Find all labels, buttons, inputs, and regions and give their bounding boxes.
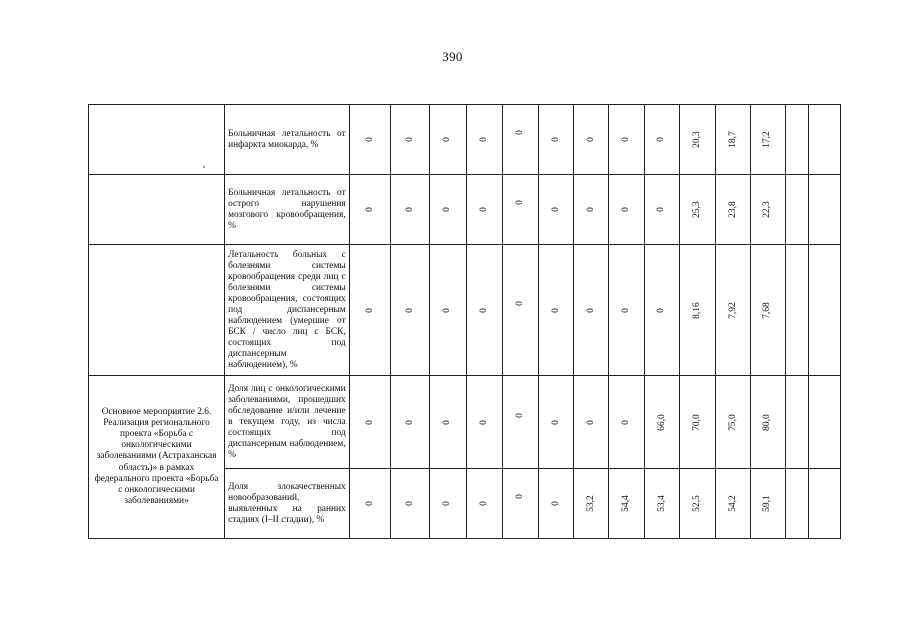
value-cell bbox=[391, 245, 429, 376]
value-cell bbox=[538, 105, 573, 175]
value-cell bbox=[609, 469, 644, 539]
value-cell bbox=[785, 175, 808, 245]
indicator-text: Доля лиц с онкологическими заболеваниями, прошедших обследование и/или лечение в текущем году, из числа состоящих под диспансерным наблюдением, % bbox=[228, 383, 346, 460]
value-cell bbox=[750, 105, 785, 175]
value-cell bbox=[808, 175, 840, 245]
value-cell bbox=[467, 245, 503, 376]
value-cell bbox=[538, 376, 573, 469]
value-text: 0 bbox=[656, 207, 667, 212]
value-text: 0 bbox=[550, 419, 561, 425]
activity-cell bbox=[89, 105, 225, 175]
value-cell bbox=[679, 245, 715, 376]
value-text: 8,16 bbox=[692, 301, 703, 319]
value-text: 0 bbox=[621, 419, 631, 425]
value-cell bbox=[750, 245, 785, 376]
value-text: 0 bbox=[479, 137, 490, 142]
indicators-table bbox=[88, 104, 841, 539]
value-cell bbox=[785, 469, 808, 539]
value-cell bbox=[503, 376, 538, 469]
value-text: 0 bbox=[550, 137, 561, 142]
value-cell bbox=[429, 105, 466, 175]
value-cell bbox=[467, 175, 503, 245]
value-cell bbox=[679, 175, 715, 245]
indicator-text: Больничная летальность от инфаркта миокарда, % bbox=[228, 128, 346, 150]
value-cell bbox=[644, 175, 679, 245]
value-cell bbox=[391, 376, 429, 469]
activity-cell bbox=[89, 175, 225, 245]
value-cell bbox=[349, 376, 391, 469]
value-text: 18,7 bbox=[727, 131, 738, 148]
value-cell bbox=[808, 105, 840, 175]
value-text: 0 bbox=[442, 137, 453, 142]
value-text: 0 bbox=[621, 307, 631, 313]
value-cell bbox=[716, 376, 750, 469]
value-text: 0 bbox=[550, 501, 561, 506]
value-cell bbox=[609, 376, 644, 469]
value-cell bbox=[349, 469, 391, 539]
value-text: 75,0 bbox=[727, 413, 738, 431]
value-cell bbox=[808, 469, 840, 539]
value-cell bbox=[538, 245, 573, 376]
value-cell bbox=[609, 105, 644, 175]
indicator-cell bbox=[225, 175, 350, 245]
indicator-cell bbox=[225, 245, 350, 376]
activity-cell bbox=[89, 376, 225, 539]
value-cell bbox=[808, 376, 840, 469]
value-text: 0 bbox=[621, 137, 631, 142]
value-cell bbox=[467, 376, 503, 469]
value-cell bbox=[750, 175, 785, 245]
value-text: 0 bbox=[515, 494, 526, 499]
value-text: 22,3 bbox=[762, 201, 773, 218]
value-cell bbox=[429, 175, 466, 245]
table-row bbox=[89, 105, 841, 175]
value-cell bbox=[716, 245, 750, 376]
value-text: 0 bbox=[515, 300, 526, 306]
value-text: 25,3 bbox=[692, 201, 703, 218]
page-number: 390 bbox=[442, 49, 463, 64]
value-cell bbox=[429, 376, 466, 469]
value-cell bbox=[349, 175, 391, 245]
value-cell bbox=[750, 376, 785, 469]
value-cell bbox=[349, 245, 391, 376]
value-text: 0 bbox=[550, 207, 561, 212]
value-text: 54,4 bbox=[621, 495, 631, 512]
value-text: 0 bbox=[364, 419, 375, 425]
value-text: 17,2 bbox=[762, 131, 773, 148]
value-cell bbox=[574, 376, 609, 469]
scan-speck bbox=[203, 166, 205, 168]
value-text: 0 bbox=[585, 307, 596, 313]
value-cell bbox=[503, 245, 538, 376]
value-cell bbox=[391, 469, 429, 539]
value-text: 53,4 bbox=[656, 495, 667, 512]
value-text: 0 bbox=[550, 307, 561, 313]
value-cell bbox=[644, 245, 679, 376]
value-cell bbox=[391, 105, 429, 175]
value-text: 0 bbox=[585, 207, 596, 212]
value-text: 59,1 bbox=[762, 495, 773, 512]
indicator-cell bbox=[225, 105, 350, 175]
value-text: 0 bbox=[404, 501, 415, 506]
value-text: 70,0 bbox=[692, 413, 703, 431]
value-cell bbox=[349, 105, 391, 175]
value-text: 0 bbox=[656, 137, 667, 142]
indicator-text: Летальность больных с болезнями системы кровообращения среди лиц с болезнями системы кровообращения, состоящих под диспансерным наблюдением (умершие от БСК / число лиц с БСК, состоящих под диспансерным наблюдением), % bbox=[228, 249, 346, 370]
value-cell bbox=[503, 469, 538, 539]
value-cell bbox=[429, 245, 466, 376]
indicator-cell bbox=[225, 469, 350, 539]
indicator-text: Больничная летальность от острого нарушения мозгового кровообращения, % bbox=[228, 187, 346, 231]
value-text: 66,0 bbox=[656, 413, 667, 431]
value-text: 0 bbox=[479, 501, 490, 506]
value-text: 0 bbox=[585, 137, 596, 142]
value-text: 80,0 bbox=[762, 413, 773, 431]
value-text: 0 bbox=[404, 419, 415, 425]
value-text: 0 bbox=[364, 501, 375, 506]
value-cell bbox=[716, 469, 750, 539]
value-text: 0 bbox=[404, 207, 415, 212]
value-cell bbox=[785, 245, 808, 376]
value-text: 0 bbox=[404, 307, 415, 313]
indicator-cell bbox=[225, 376, 350, 469]
value-cell bbox=[609, 245, 644, 376]
value-text: 0 bbox=[364, 207, 375, 212]
value-text: 0 bbox=[442, 207, 453, 212]
value-text: 0 bbox=[585, 419, 596, 425]
table-row bbox=[89, 376, 841, 469]
value-cell bbox=[538, 469, 573, 539]
value-text: 52,5 bbox=[692, 495, 703, 512]
value-text: 0 bbox=[364, 137, 375, 142]
value-cell bbox=[609, 175, 644, 245]
value-text: 0 bbox=[515, 200, 526, 205]
value-cell bbox=[644, 469, 679, 539]
value-cell bbox=[467, 105, 503, 175]
value-text: 53,2 bbox=[585, 495, 596, 512]
value-cell bbox=[503, 105, 538, 175]
value-cell bbox=[750, 469, 785, 539]
value-text: 0 bbox=[442, 419, 453, 425]
value-text: 0 bbox=[656, 307, 667, 313]
value-cell bbox=[679, 469, 715, 539]
value-cell bbox=[574, 245, 609, 376]
indicator-text: Доля злокачественных новообразований, выявленных на ранних стадиях (I–II стадии), % bbox=[228, 481, 346, 525]
value-text: 0 bbox=[442, 501, 453, 506]
value-cell bbox=[716, 175, 750, 245]
value-cell bbox=[391, 175, 429, 245]
value-text: 7,92 bbox=[727, 301, 738, 319]
value-cell bbox=[503, 175, 538, 245]
activity-cell bbox=[89, 245, 225, 376]
value-text: 0 bbox=[479, 419, 490, 425]
value-cell bbox=[716, 105, 750, 175]
value-text: 0 bbox=[479, 207, 490, 212]
value-cell bbox=[574, 105, 609, 175]
value-text: 0 bbox=[621, 207, 631, 212]
value-text: 0 bbox=[442, 307, 453, 313]
value-text: 0 bbox=[515, 412, 526, 418]
value-cell bbox=[644, 105, 679, 175]
value-cell bbox=[574, 469, 609, 539]
value-cell bbox=[679, 376, 715, 469]
value-text: 7,68 bbox=[762, 301, 773, 319]
value-cell bbox=[538, 175, 573, 245]
activity-text: Основное мероприятие 2.6. Реализация регионального проекта «Борьба с онкологическими заболеваниями (Астраханская область)» в рамках федерального проекта «Борьба с онкологическими заболеваниями» bbox=[94, 406, 219, 507]
value-text: 54,2 bbox=[727, 495, 738, 512]
value-cell bbox=[785, 105, 808, 175]
value-cell bbox=[429, 469, 466, 539]
value-cell bbox=[785, 376, 808, 469]
table-row bbox=[89, 245, 841, 376]
value-text: 20,3 bbox=[692, 131, 703, 148]
value-text: 0 bbox=[515, 130, 526, 135]
value-cell bbox=[467, 469, 503, 539]
value-text: 0 bbox=[479, 307, 490, 313]
value-cell bbox=[574, 175, 609, 245]
value-cell bbox=[808, 245, 840, 376]
value-cell bbox=[679, 105, 715, 175]
value-text: 23,8 bbox=[727, 201, 738, 218]
value-text: 0 bbox=[364, 307, 375, 313]
table-row bbox=[89, 175, 841, 245]
value-cell bbox=[644, 376, 679, 469]
value-text: 0 bbox=[404, 137, 415, 142]
